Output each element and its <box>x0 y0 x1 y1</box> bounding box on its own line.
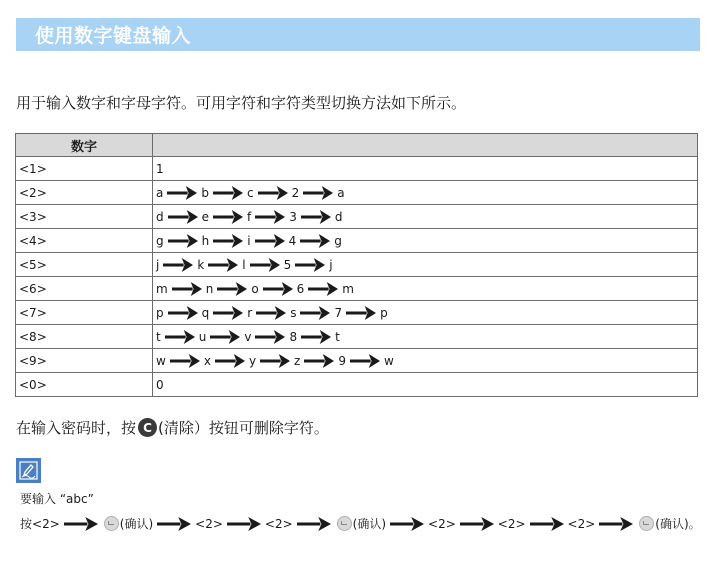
right-arrow-icon <box>599 517 633 531</box>
char-item: g <box>156 233 164 248</box>
clear-instruction <box>16 417 329 438</box>
char-item: q <box>201 305 210 320</box>
char-sequence <box>156 306 697 320</box>
key-cell: <4> <box>16 229 153 253</box>
right-arrow-icon <box>300 306 330 320</box>
char-item: 7 <box>334 305 343 320</box>
char-item: a <box>337 185 345 200</box>
char-item: d <box>156 209 164 224</box>
char-sequence <box>156 162 697 176</box>
table-row <box>16 229 698 253</box>
char-item: t <box>335 329 340 344</box>
char-item: j <box>329 257 333 272</box>
intro-text: 用于输入数字和字母字符。可用字符和字符类型切换方法如下所示。 <box>16 94 467 112</box>
chars-cell <box>153 277 698 301</box>
char-sequence <box>156 378 697 392</box>
char-item: o <box>251 281 259 296</box>
table-header-key: 数字 <box>16 134 153 157</box>
char-item: l <box>242 257 246 272</box>
example-end: 。 <box>688 517 701 531</box>
right-arrow-icon <box>217 282 247 296</box>
char-item: f <box>247 209 252 224</box>
char-item: v <box>244 329 252 344</box>
example-key: <2> <box>428 516 456 531</box>
char-item: u <box>198 329 207 344</box>
ok-button-icon <box>104 516 119 531</box>
right-arrow-icon <box>295 258 325 272</box>
chars-cell <box>153 349 698 373</box>
table-row <box>16 157 698 181</box>
chars-cell <box>153 373 698 397</box>
char-item: g <box>334 233 342 248</box>
char-sequence <box>156 258 697 272</box>
right-arrow-icon <box>213 186 243 200</box>
char-item: b <box>201 185 209 200</box>
right-arrow-icon <box>213 306 243 320</box>
clear-prefix: 在输入密码时，按 <box>16 419 137 437</box>
example-title: 要输入 “abc” <box>20 492 94 506</box>
char-item: d <box>334 209 343 224</box>
right-arrow-icon <box>165 330 195 344</box>
char-item: m <box>342 281 354 296</box>
char-item: 3 <box>289 209 297 224</box>
char-sequence <box>156 210 697 224</box>
right-arrow-icon <box>346 306 376 320</box>
key-cell: <9> <box>16 349 153 373</box>
ok-label: (确认) <box>352 517 387 531</box>
ok-label: (确认) <box>655 517 689 531</box>
right-arrow-icon <box>350 354 380 368</box>
char-item: a <box>156 185 164 200</box>
right-arrow-icon <box>215 354 245 368</box>
right-arrow-icon <box>301 330 331 344</box>
char-item: 5 <box>283 257 292 272</box>
page-title: 使用数字键盘输入 <box>35 25 192 47</box>
clear-suffix: (清除）按钮可删除字符。 <box>158 419 329 437</box>
char-sequence <box>156 234 697 248</box>
right-arrow-icon <box>303 186 333 200</box>
chars-cell <box>153 325 698 349</box>
key-cell: <5> <box>16 253 153 277</box>
char-item: z <box>294 353 301 368</box>
char-item: s <box>290 305 297 320</box>
char-item: p <box>380 305 388 320</box>
key-cell: <0> <box>16 373 153 397</box>
right-arrow-icon <box>210 330 240 344</box>
right-arrow-icon <box>255 330 285 344</box>
ok-button-icon <box>639 516 654 531</box>
example-key: <2> <box>264 516 293 531</box>
table-row <box>16 373 698 397</box>
char-item: y <box>248 353 257 368</box>
example-prefix: 按 <box>20 517 33 531</box>
right-arrow-icon <box>213 234 243 248</box>
ok-button-icon <box>337 516 352 531</box>
right-arrow-icon <box>64 517 98 531</box>
table-row <box>16 349 698 373</box>
char-item: j <box>156 257 160 272</box>
table-row <box>16 205 698 229</box>
key-cell: <8> <box>16 325 153 349</box>
example-key: <2> <box>32 516 60 531</box>
char-item: r <box>247 305 253 320</box>
right-arrow-icon <box>256 306 286 320</box>
chars-cell <box>153 157 698 181</box>
example-key: <2> <box>567 516 596 531</box>
example-key: <2> <box>497 516 526 531</box>
right-arrow-icon <box>300 234 330 248</box>
table-header-row <box>16 134 698 157</box>
table-row <box>16 277 698 301</box>
char-item: i <box>247 233 251 248</box>
right-arrow-icon <box>167 186 197 200</box>
key-cell: <3> <box>16 205 153 229</box>
char-item: p <box>156 305 164 320</box>
right-arrow-icon <box>163 258 193 272</box>
right-arrow-icon <box>227 517 261 531</box>
pencil-note-icon <box>16 458 41 483</box>
table-row <box>16 253 698 277</box>
key-table <box>15 133 698 397</box>
char-item: 4 <box>288 233 297 248</box>
chars-cell <box>153 181 698 205</box>
right-arrow-icon <box>255 210 285 224</box>
char-item: 6 <box>296 281 305 296</box>
chars-cell <box>153 229 698 253</box>
right-arrow-icon <box>172 282 202 296</box>
right-arrow-icon <box>250 258 280 272</box>
char-item: 0 <box>156 377 164 392</box>
char-item: 2 <box>291 185 300 200</box>
char-item: 8 <box>289 329 298 344</box>
char-item: 1 <box>156 161 164 176</box>
right-arrow-icon <box>460 517 494 531</box>
key-cell: <6> <box>16 277 153 301</box>
char-sequence <box>156 330 697 344</box>
char-sequence <box>156 354 697 368</box>
table-row <box>16 301 698 325</box>
char-item: c <box>246 185 254 200</box>
char-sequence <box>156 186 697 200</box>
key-cell: <2> <box>16 181 153 205</box>
right-arrow-icon <box>213 210 243 224</box>
char-item: x <box>203 353 211 368</box>
right-arrow-icon <box>255 234 285 248</box>
right-arrow-icon <box>308 282 338 296</box>
right-arrow-icon <box>530 517 564 531</box>
right-arrow-icon <box>208 258 238 272</box>
right-arrow-icon <box>168 306 198 320</box>
right-arrow-icon <box>390 517 424 531</box>
table-row <box>16 325 698 349</box>
chars-cell <box>153 253 698 277</box>
right-arrow-icon <box>263 282 293 296</box>
char-item: m <box>156 281 168 296</box>
chars-cell <box>153 205 698 229</box>
right-arrow-icon <box>170 354 200 368</box>
char-item: w <box>384 353 394 368</box>
right-arrow-icon <box>260 354 290 368</box>
right-arrow-icon <box>157 517 191 531</box>
right-arrow-icon <box>258 186 288 200</box>
right-arrow-icon <box>168 210 198 224</box>
right-arrow-icon <box>301 210 331 224</box>
right-arrow-icon <box>168 234 198 248</box>
right-arrow-icon <box>304 354 334 368</box>
char-item: h <box>201 233 210 248</box>
char-item: w <box>156 353 166 368</box>
title-bar <box>16 18 700 51</box>
example-steps <box>20 515 701 532</box>
char-item: 9 <box>338 353 346 368</box>
key-cell: <1> <box>16 157 153 181</box>
char-sequence <box>156 282 697 296</box>
key-cell: <7> <box>16 301 153 325</box>
char-item: e <box>201 209 210 224</box>
table-header-chars <box>153 134 698 157</box>
char-item: t <box>156 329 161 344</box>
example-key: <2> <box>195 516 223 531</box>
table-row <box>16 181 698 205</box>
char-item: k <box>197 257 205 272</box>
clear-button-icon: C <box>138 418 157 437</box>
right-arrow-icon <box>297 517 331 531</box>
char-item: n <box>205 281 214 296</box>
table-body <box>16 157 698 397</box>
chars-cell <box>153 301 698 325</box>
ok-label: (确认) <box>119 517 154 531</box>
